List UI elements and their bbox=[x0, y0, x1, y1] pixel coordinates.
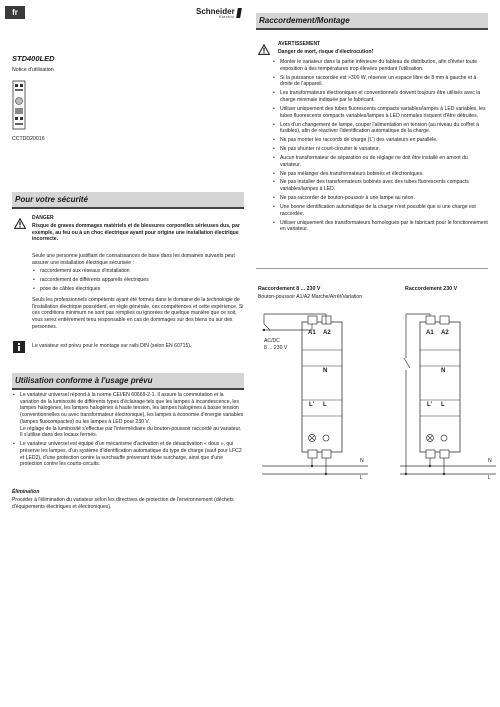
list-item: • Aucun transformateur de séparation ou de réglage ne doit être installé en amont du variateur. bbox=[272, 155, 488, 168]
danger-text: Risque de graves dommages matériels et de blessures corporelles sérieuses dus, par exemple, au feu ou à un choc électrique ayant pour origine une installation électrique incorrecte. bbox=[32, 223, 240, 243]
device-illustration bbox=[12, 80, 26, 130]
terminal-l: L bbox=[441, 402, 445, 408]
section-title-usage: Utilisation conforme à l'usage prévu bbox=[12, 373, 244, 390]
info-text: Le variateur est prévu pour le montage sur rails DIN (selon EN 60715). bbox=[32, 343, 192, 349]
safety-bullet-list bbox=[32, 268, 244, 295]
diagram-right-title: Raccordement 230 V bbox=[405, 286, 458, 292]
warning-text: Danger de mort, risque d'électrocution! bbox=[278, 49, 374, 55]
wiring-diagram-left bbox=[256, 310, 376, 485]
diagram-left-title: Raccordement 8 ... 230 V bbox=[258, 286, 321, 292]
list-item: • Monter le variateur dans la partie inférieure du tableau de distribution, afin d'éviter toute exposition à des températures trop élevées pendant l'utilisation. bbox=[272, 59, 488, 72]
list-item: • Les transformateurs électroniques et conventionnels doivent toujours être utilisés avec la charge minimale indiquée par le fabricant. bbox=[272, 90, 488, 103]
brand-sub: Electric bbox=[219, 15, 235, 19]
supply-label: AC/DC bbox=[264, 338, 280, 344]
divider bbox=[256, 268, 488, 269]
terminal-a1: A1 bbox=[308, 330, 316, 336]
list-item bbox=[12, 392, 244, 439]
mounting-bullet-list bbox=[272, 59, 488, 235]
terminal-a2: A2 bbox=[323, 330, 331, 336]
list-item: • Utiliser uniquement des transformateurs homologués par le fabricant pour le fonctionnement en variateur. bbox=[272, 220, 488, 233]
list-item: • raccordement de différents appareils électriques bbox=[32, 277, 244, 284]
info-icon bbox=[13, 341, 25, 356]
product-model: STD400LED bbox=[12, 54, 55, 63]
warning-label: AVERTISSEMENT bbox=[278, 41, 321, 47]
product-code: CCTDD20016 bbox=[12, 136, 45, 142]
danger-label: DANGER bbox=[32, 215, 54, 221]
warning-icon bbox=[258, 44, 270, 55]
list-item: • Ne pas raccorder de bouton-poussoir à une lampe au néon. bbox=[272, 195, 488, 202]
language-badge: fr bbox=[5, 6, 25, 19]
brand-name: Schneider bbox=[196, 7, 235, 16]
line-l-label: L bbox=[360, 475, 363, 481]
list-item: • Si la puissance raccordée est >300 W, réserver un espace libre de 8 mm à gauche et à droite de l'appareil. bbox=[272, 75, 488, 88]
brand-logo bbox=[196, 8, 235, 20]
elimination-text: Procéder à l'élimination du variateur selon les directives de protection de l'environnement (déchets d'équipements électriques et électroniques). bbox=[12, 497, 234, 510]
list-item: • Une bonne identification automatique de la charge n'est possible que si une charge est raccordée. bbox=[272, 204, 488, 217]
line-n-label: N bbox=[488, 458, 492, 464]
wiring-diagram-right bbox=[390, 310, 500, 485]
safety-trained-text: Seuls les professionnels compétents ayant été formés dans le domaine de la technologie de l'installation électrique possèdent, en règle générale, ces compétences et cette expérience. Si ces conditions minimum ne sont pas remplies ou ignorées de quelque manière que ce soit, vous serez entièrement tenu responsable en cas de dommages sur des biens ou sur des personnes. bbox=[32, 297, 244, 330]
terminal-a2: A2 bbox=[441, 330, 449, 336]
diagram-left-subtitle: Bouton-poussoir A1/A2 Marche/Arrêt/Variation bbox=[258, 294, 363, 300]
usage-bullet-list bbox=[12, 392, 244, 470]
list-item: • Utiliser uniquement des tubes fluorescents compacts variables/lampes à LED variables, les tubes fluorescents compacts variables/lampes à LED normales risquent d'être détruites. bbox=[272, 106, 488, 119]
terminal-l-prime: L' bbox=[427, 402, 433, 408]
terminal-n: N bbox=[441, 368, 446, 374]
usage-bullet-1: Le variateur universel répond à la norme CEI/EN 60669-2-1. Il assure la commutation et la variation de la luminosité de différents types d'éclairage tels que les lampes à incandescence, les lampes halogènes, les lampes halogènes à haute tension, les lampes halogènes à basse tension (conventionnelles ou avec transformateur électronique), les lampes à économie d'énergie variables (lampes fluocompactes) ou les lampes à LED pour 230 V. bbox=[20, 392, 244, 425]
usage-bullet-1-extra: Le réglage de la luminosité s'effectue par l'intermédiaire du bouton-poussoir raccordé au variateur. Il s'utilise dans des locaux fermés. bbox=[20, 425, 242, 439]
supply-voltage-label: 8 ... 230 V bbox=[264, 345, 288, 351]
list-item: • Ne pas mélanger des transformateurs bobinés et électroniques. bbox=[272, 171, 488, 178]
section-title-mounting: Raccordement/Montage bbox=[256, 13, 488, 30]
product-subtitle: Notice d'utilisation bbox=[12, 67, 54, 73]
list-item: • raccordement aux réseaux d'installation bbox=[32, 268, 244, 275]
list-item: • Ne pas shunter ni court-circuiter le variateur. bbox=[272, 146, 488, 153]
list-item: • Le variateur universel est équipé d'un mécanisme d'activation et de désactivation « doux », qui préserve les lampes, d'un système d'identification automatique du type de charge (sauf pour LFC2 et LED2), d'une protection contre la surchauffe prévenant toute surcharge, ainsi que d'une protection contre les courts-circuits. bbox=[12, 441, 244, 468]
terminal-l-prime: L' bbox=[309, 402, 315, 408]
terminal-n: N bbox=[323, 368, 328, 374]
line-l-label: L bbox=[488, 475, 491, 481]
logo-mark-icon bbox=[236, 8, 242, 18]
safety-intro: Seule une personne justifiant de connaissances de base dans les domaines suivants peut assurer une installation électrique sécurisée : bbox=[32, 253, 235, 266]
list-item: • Lors d'un changement de lampe, couper l'alimentation en tension (au niveau du coffret à fusibles), afin de réactiver l'identification automatique de la charge. bbox=[272, 122, 488, 135]
list-item: • Ne pas installer des transformateurs bobinés avec des tubes fluorescents compacts variables/lampes à LED. bbox=[272, 179, 488, 192]
elimination-title: Élimination bbox=[12, 489, 40, 495]
danger-icon bbox=[14, 218, 26, 229]
list-item: • pose de câbles électriques bbox=[32, 286, 244, 293]
line-n-label: N bbox=[360, 458, 364, 464]
terminal-l: L bbox=[323, 402, 327, 408]
list-item: • Ne pas monter les raccords de charge (L') des variateurs en parallèle. bbox=[272, 137, 488, 144]
terminal-a1: A1 bbox=[426, 330, 434, 336]
section-title-safety: Pour votre sécurité bbox=[12, 192, 244, 209]
